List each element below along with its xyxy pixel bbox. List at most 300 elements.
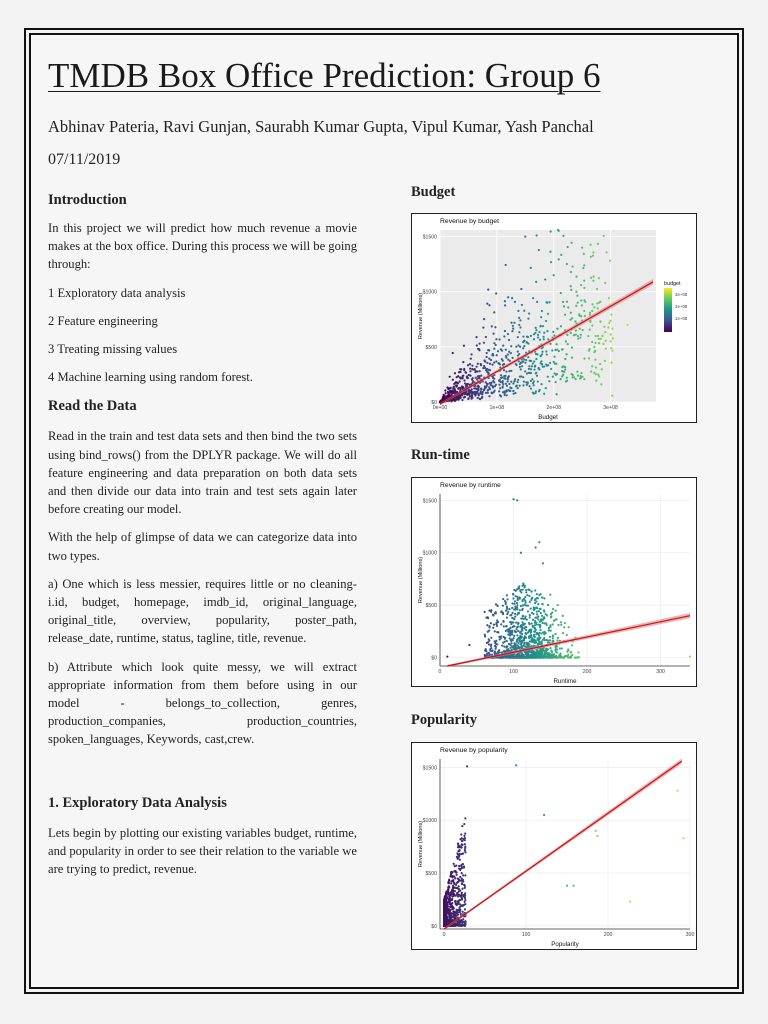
data-point xyxy=(495,623,497,625)
data-point xyxy=(486,303,488,305)
data-point xyxy=(580,299,582,301)
data-point xyxy=(535,656,537,658)
data-point xyxy=(535,329,537,331)
data-point xyxy=(475,377,477,379)
data-point xyxy=(468,393,470,395)
data-point xyxy=(524,236,526,238)
data-point xyxy=(498,338,500,340)
data-point xyxy=(527,610,529,612)
data-point xyxy=(595,366,597,368)
data-point xyxy=(519,657,521,659)
data-point xyxy=(460,913,462,915)
data-point xyxy=(528,589,530,591)
data-point xyxy=(461,867,463,869)
data-point xyxy=(464,908,466,910)
data-point xyxy=(521,635,523,637)
data-point xyxy=(473,387,475,389)
data-point xyxy=(542,325,544,327)
data-point xyxy=(511,656,513,658)
data-point xyxy=(607,326,609,328)
data-point xyxy=(528,622,530,624)
data-point xyxy=(513,393,515,395)
data-point xyxy=(516,602,518,604)
data-point xyxy=(524,636,526,638)
data-point xyxy=(500,381,502,383)
chart-title: Revenue by popularity xyxy=(440,747,508,754)
data-point xyxy=(523,586,525,588)
data-point xyxy=(520,643,522,645)
data-point xyxy=(502,383,504,385)
data-point xyxy=(521,628,523,630)
data-point xyxy=(567,654,569,656)
data-point xyxy=(508,643,510,645)
data-point xyxy=(534,636,536,638)
data-point xyxy=(560,621,562,623)
data-point xyxy=(515,363,517,365)
data-point xyxy=(459,890,461,892)
data-point xyxy=(507,649,509,651)
data-point xyxy=(516,626,518,628)
data-point xyxy=(571,317,573,319)
runtime-heading: Run-time xyxy=(411,447,470,463)
data-point xyxy=(571,346,573,348)
data-point xyxy=(506,605,508,607)
data-point xyxy=(517,644,519,646)
data-point xyxy=(450,898,452,900)
data-point xyxy=(526,646,528,648)
data-point xyxy=(452,910,454,912)
data-point xyxy=(495,344,497,346)
data-point xyxy=(547,313,549,315)
data-point xyxy=(572,376,574,378)
data-point xyxy=(507,333,509,335)
data-point xyxy=(493,342,495,344)
data-point xyxy=(531,597,533,599)
data-point xyxy=(611,395,613,397)
data-point xyxy=(492,627,494,629)
data-point xyxy=(513,322,515,324)
data-point xyxy=(493,348,495,350)
data-point xyxy=(521,600,523,602)
data-point xyxy=(447,909,449,911)
data-point xyxy=(524,362,526,364)
data-point xyxy=(598,302,600,304)
data-point xyxy=(520,633,522,635)
data-point xyxy=(464,817,466,819)
data-point xyxy=(444,921,446,923)
data-point xyxy=(462,918,464,920)
data-point xyxy=(525,589,527,591)
data-point xyxy=(450,915,452,917)
data-point xyxy=(483,342,485,344)
data-point xyxy=(522,360,524,362)
data-point xyxy=(516,628,518,630)
data-point xyxy=(522,376,524,378)
data-point xyxy=(601,335,603,337)
data-point xyxy=(456,903,458,905)
data-point xyxy=(520,631,522,633)
data-point xyxy=(516,499,518,501)
x-axis-label: Popularity xyxy=(551,941,579,948)
data-point xyxy=(458,925,460,927)
data-point xyxy=(462,874,464,876)
data-point xyxy=(542,336,544,338)
x-tick-label: 2e+08 xyxy=(546,405,561,411)
data-point xyxy=(530,608,532,610)
data-point xyxy=(449,390,451,392)
data-point xyxy=(504,300,506,302)
data-point xyxy=(507,611,509,613)
data-point xyxy=(563,305,565,307)
data-point xyxy=(604,282,606,284)
read-data-p3: a) One which is less messier, requires little or no cleaning-i.id, budget, homepage, imdb_id, original_language, original_title, overview, popularity, poster_path, release_date, runtime, status, tagline, title, revenue. xyxy=(48,576,357,646)
data-point xyxy=(518,597,520,599)
data-point xyxy=(491,325,493,327)
data-point xyxy=(457,892,459,894)
data-point xyxy=(451,902,453,904)
data-point xyxy=(507,380,509,382)
data-point xyxy=(506,608,508,610)
data-point xyxy=(542,619,544,621)
data-point xyxy=(464,901,466,903)
step-item: 3 Treating missing values xyxy=(48,342,178,357)
data-point xyxy=(502,360,504,362)
data-point xyxy=(523,643,525,645)
data-point xyxy=(503,636,505,638)
data-point xyxy=(509,390,511,392)
data-point xyxy=(560,254,562,256)
data-point xyxy=(447,892,449,894)
data-point xyxy=(544,278,546,280)
data-point xyxy=(502,613,504,615)
data-point xyxy=(537,618,539,620)
data-point xyxy=(491,363,493,365)
data-point xyxy=(682,837,684,839)
data-point xyxy=(587,335,589,337)
data-point xyxy=(464,892,466,894)
data-point xyxy=(502,642,504,644)
data-point xyxy=(522,608,524,610)
data-point xyxy=(480,387,482,389)
data-point xyxy=(456,924,458,926)
data-point xyxy=(457,375,459,377)
data-point xyxy=(509,634,511,636)
data-point xyxy=(464,849,466,851)
data-point xyxy=(571,644,573,646)
data-point xyxy=(445,901,447,903)
data-point xyxy=(528,637,530,639)
data-point xyxy=(629,900,631,902)
data-point xyxy=(554,381,556,383)
data-point xyxy=(549,251,551,253)
data-point xyxy=(443,923,445,925)
y-tick-label: $1500 xyxy=(422,765,437,772)
data-point xyxy=(520,605,522,607)
data-point xyxy=(491,354,493,356)
data-point xyxy=(543,616,545,618)
data-point xyxy=(595,830,597,832)
data-point xyxy=(564,622,566,624)
data-point xyxy=(531,378,533,380)
data-point xyxy=(456,852,458,854)
data-point xyxy=(511,645,513,647)
data-point xyxy=(509,387,511,389)
data-point xyxy=(511,297,513,299)
data-point xyxy=(511,330,513,332)
data-point xyxy=(561,370,563,372)
data-point xyxy=(517,351,519,353)
data-point xyxy=(494,630,496,632)
data-point xyxy=(486,383,488,385)
data-point xyxy=(488,304,490,306)
data-point xyxy=(597,243,599,245)
data-point xyxy=(499,379,501,381)
data-point xyxy=(552,640,554,642)
data-point xyxy=(530,629,532,631)
data-point xyxy=(548,653,550,655)
data-point xyxy=(493,378,495,380)
data-point xyxy=(561,647,563,649)
data-point xyxy=(513,645,515,647)
data-point xyxy=(533,634,535,636)
data-point xyxy=(520,654,522,656)
data-point xyxy=(598,342,600,344)
data-point xyxy=(488,626,490,628)
data-point xyxy=(597,335,599,337)
data-point xyxy=(459,376,461,378)
data-point xyxy=(487,631,489,633)
data-point xyxy=(527,381,529,383)
data-point xyxy=(534,631,536,633)
data-point xyxy=(456,384,458,386)
data-point xyxy=(487,289,489,291)
data-point xyxy=(475,336,477,338)
data-point xyxy=(566,334,568,336)
data-point xyxy=(514,656,516,658)
data-point xyxy=(504,330,506,332)
data-point xyxy=(550,615,552,617)
data-point xyxy=(494,385,496,387)
data-point xyxy=(567,306,569,308)
data-point xyxy=(503,625,505,627)
data-point xyxy=(474,391,476,393)
data-point xyxy=(553,274,555,276)
data-point xyxy=(517,638,519,640)
data-point xyxy=(524,657,526,659)
data-point xyxy=(467,364,469,366)
data-point xyxy=(543,609,545,611)
data-point xyxy=(527,356,529,358)
data-point xyxy=(525,626,527,628)
data-point xyxy=(530,380,532,382)
data-point xyxy=(595,335,597,337)
data-point xyxy=(517,630,519,632)
data-point xyxy=(486,368,488,370)
data-point xyxy=(448,387,450,389)
data-point xyxy=(469,367,471,369)
data-point xyxy=(484,654,486,656)
data-point xyxy=(519,385,521,387)
data-point xyxy=(552,623,554,625)
step-item: 1 Exploratory data analysis xyxy=(48,285,186,300)
data-point xyxy=(449,921,451,923)
data-point xyxy=(474,371,476,373)
data-point xyxy=(566,263,568,265)
data-point xyxy=(477,397,479,399)
data-point xyxy=(464,396,466,398)
data-point xyxy=(483,389,485,391)
data-point xyxy=(535,281,537,283)
data-point xyxy=(489,363,491,365)
data-point xyxy=(464,837,466,839)
data-point xyxy=(573,334,575,336)
data-point xyxy=(579,328,581,330)
x-tick-label: 1e+08 xyxy=(489,405,505,411)
data-point xyxy=(461,853,463,855)
data-point xyxy=(534,546,536,548)
data-point xyxy=(455,915,457,917)
data-point xyxy=(490,609,492,611)
x-axis-label: Budget xyxy=(538,414,558,421)
data-point xyxy=(530,335,532,337)
data-point xyxy=(540,612,542,614)
data-point xyxy=(488,395,490,397)
data-point xyxy=(452,879,454,881)
data-point xyxy=(463,345,465,347)
data-point xyxy=(505,264,507,266)
data-point xyxy=(461,911,463,913)
data-point xyxy=(490,359,492,361)
data-point xyxy=(546,330,548,332)
data-point xyxy=(552,635,554,637)
data-point xyxy=(508,351,510,353)
data-point xyxy=(459,899,461,901)
data-point xyxy=(588,348,590,350)
data-point xyxy=(600,338,602,340)
data-point xyxy=(509,637,511,639)
data-point xyxy=(595,379,597,381)
data-point xyxy=(596,288,598,290)
data-point xyxy=(561,348,563,350)
data-point xyxy=(610,361,612,363)
data-point xyxy=(463,884,465,886)
data-point xyxy=(510,370,512,372)
data-point xyxy=(550,650,552,652)
data-point xyxy=(529,385,531,387)
x-tick-label: 200 xyxy=(582,669,592,675)
data-point xyxy=(589,244,591,246)
data-point xyxy=(444,903,446,905)
data-point xyxy=(589,328,591,330)
data-point xyxy=(526,341,528,343)
data-point xyxy=(540,656,542,658)
data-point xyxy=(543,365,545,367)
data-point xyxy=(505,601,507,603)
data-point xyxy=(492,380,494,382)
data-point xyxy=(474,394,476,396)
data-point xyxy=(566,377,568,379)
data-point xyxy=(453,390,455,392)
data-point xyxy=(604,331,606,333)
data-point xyxy=(536,611,538,613)
data-point xyxy=(457,858,459,860)
data-point xyxy=(513,635,515,637)
data-point xyxy=(522,615,524,617)
data-point xyxy=(459,853,461,855)
data-point xyxy=(523,381,525,383)
data-point xyxy=(503,363,505,365)
data-point xyxy=(522,583,524,585)
data-point xyxy=(482,391,484,393)
data-point xyxy=(497,350,499,352)
data-point xyxy=(524,370,526,372)
data-point xyxy=(545,387,547,389)
data-point xyxy=(532,619,534,621)
data-point xyxy=(583,287,585,289)
eda-text: Lets begin by plotting our existing variables budget, runtime, and popularity in order to see their relation to the variable we are trying to predict, revenue. xyxy=(48,825,357,877)
data-point xyxy=(598,277,600,279)
data-point xyxy=(503,391,505,393)
data-point xyxy=(503,645,505,647)
data-point xyxy=(472,380,474,382)
data-point xyxy=(497,362,499,364)
data-point xyxy=(486,385,488,387)
data-point xyxy=(506,617,508,619)
data-point xyxy=(542,562,544,564)
data-point xyxy=(591,303,593,305)
data-point xyxy=(453,863,455,865)
page-title: TMDB Box Office Prediction: Group 6 xyxy=(48,56,601,95)
budget-heading: Budget xyxy=(411,184,456,200)
data-point xyxy=(570,651,572,653)
data-point xyxy=(540,355,542,357)
data-point xyxy=(547,629,549,631)
data-point xyxy=(512,593,514,595)
data-point xyxy=(540,652,542,654)
data-point xyxy=(505,630,507,632)
data-point xyxy=(559,652,561,654)
legend-label: 2e+08 xyxy=(675,304,688,309)
data-point xyxy=(461,904,463,906)
data-point xyxy=(483,359,485,361)
data-point xyxy=(525,629,527,631)
data-point xyxy=(479,370,481,372)
data-point xyxy=(511,612,513,614)
date: 07/11/2019 xyxy=(48,151,121,168)
data-point xyxy=(509,360,511,362)
data-point xyxy=(466,765,468,767)
data-point xyxy=(454,372,456,374)
data-point xyxy=(483,318,485,320)
data-point xyxy=(523,598,525,600)
y-tick-label: $0 xyxy=(431,923,437,930)
data-point xyxy=(514,301,516,303)
data-point xyxy=(567,656,569,658)
data-point xyxy=(608,297,610,299)
data-point xyxy=(452,352,454,354)
data-point xyxy=(570,289,572,291)
data-point xyxy=(468,644,470,646)
data-point xyxy=(603,235,605,237)
y-axis-label: Revenue (Millions) xyxy=(418,292,424,340)
data-point xyxy=(555,343,557,345)
data-point xyxy=(575,329,577,331)
data-point xyxy=(457,881,459,883)
data-point xyxy=(523,358,525,360)
data-point xyxy=(513,617,515,619)
data-point xyxy=(496,643,498,645)
data-point xyxy=(515,646,517,648)
